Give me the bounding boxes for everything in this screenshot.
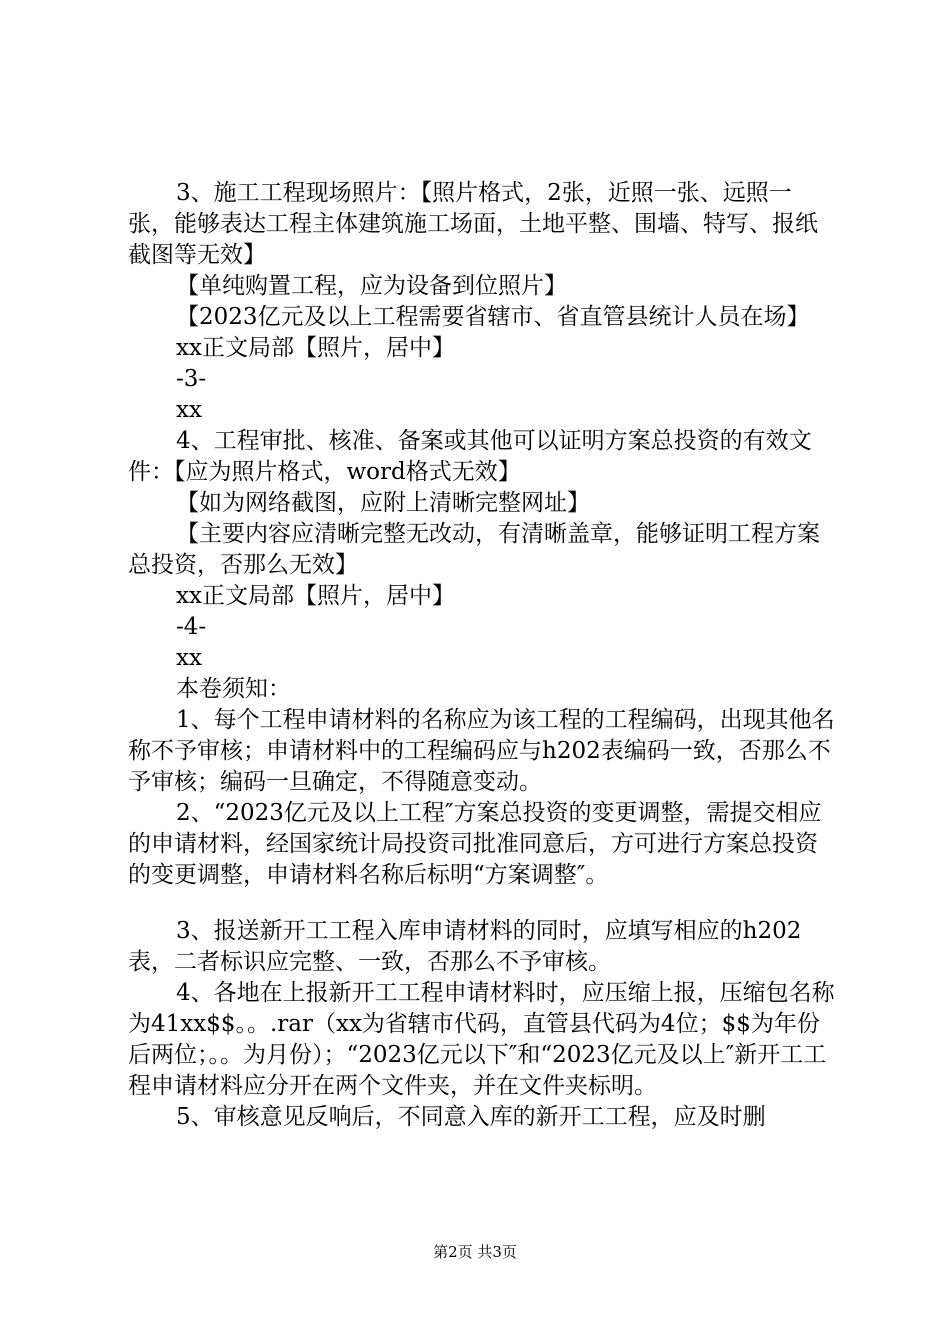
page-marker: -3-	[176, 366, 207, 392]
document-body	[128, 178, 836, 1133]
note-equipment-photos: 【单纯购置工程，应为设备到位照片】	[176, 273, 567, 299]
notice-item-1: 1、每个工程申请材料的名称应为该工程的工程编码，出现其他名称不予审核；申请材料中的工程编码应与h202表编码一致，否那么不予审核；编码一旦确定，不得随意变动。	[128, 707, 835, 795]
page-marker: -4-	[176, 614, 207, 640]
note-content-clear: 【主要内容应清晰完整无改动，有清晰盖章，能够证明工程方案总投资，否那么无效】	[128, 521, 820, 578]
paragraph-site-photos: 3、施工工程现场照片：【照片格式，2张，近照一张、远照一张，能够表达工程主体建筑施工场面，土地平整、围墙、特写、报纸截图等无效】	[128, 180, 818, 268]
placeholder-body-photo: xx正文局部【照片，居中】	[176, 583, 455, 609]
notice-item-2: 2、“2023亿元及以上工程″方案总投资的变更调整，需提交相应的申请材料，经国家统计局投资司批准同意后，方可进行方案总投资的变更调整，申请材料名称后标明“方案调整″。	[128, 800, 822, 888]
placeholder-xx: xx	[176, 397, 202, 423]
note-screenshot-url: 【如为网络截图，应附上清晰完整网址】	[176, 490, 590, 516]
notice-item-3: 3、报送新开工工程入库申请材料的同时，应填写相应的h202表，二者标识应完整、一致，否那么不予审核。	[128, 918, 802, 975]
paragraph-approval-documents: 4、工程审批、核准、备案或其他可以证明方案总投资的有效文件：【应为照片格式，word格式无效】	[128, 428, 812, 485]
placeholder-xx: xx	[176, 645, 202, 671]
page-footer	[0, 1242, 950, 1262]
note-statistician-present: 【2023亿元及以上工程需要省辖市、省直管县统计人员在场】	[176, 304, 810, 330]
notice-heading: 本卷须知：	[176, 676, 291, 702]
notice-item-5: 5、审核意见反响后，不同意入库的新开工工程，应及时删	[176, 1104, 766, 1130]
notice-item-4: 4、各地在上报新开工工程申请材料时，应压缩上报，压缩包名称为41xx$$。。.rar（xx为省辖市代码，直管县代码为4位；$$为年份后两位；。。为月份）；“2023亿元以下″和“2023亿元及以上″新开工工程申请材料应分开在两个文件夹，并在文件夹标明。	[128, 980, 835, 1099]
page-number: 第2页 共3页	[433, 1243, 517, 1261]
placeholder-body-photo: xx正文局部【照片，居中】	[176, 335, 455, 361]
